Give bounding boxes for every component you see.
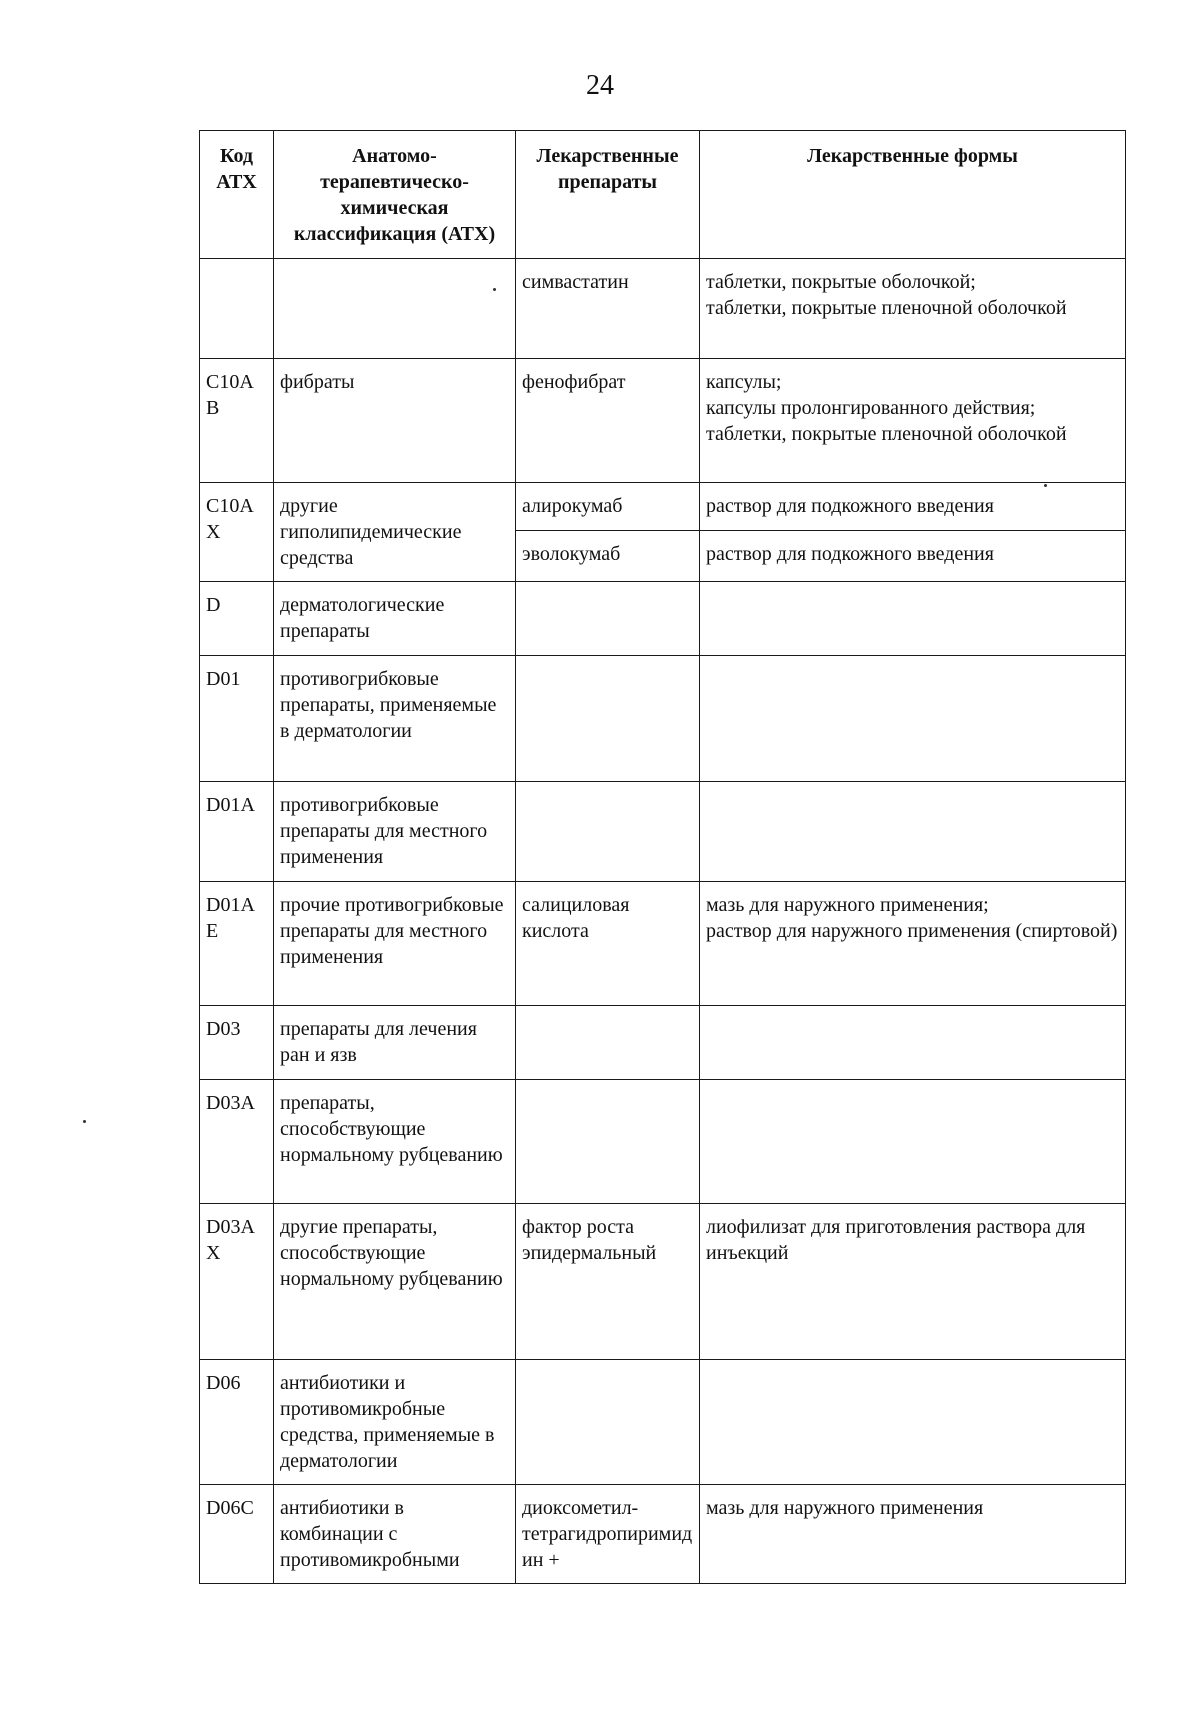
cell-classification: препараты, способствующие нормальному рубцеванию [274, 1080, 516, 1204]
cell-drug [516, 782, 700, 882]
cell-code: D01AE [200, 882, 274, 1006]
atx-table [199, 130, 1126, 1584]
table-row [200, 1080, 1126, 1204]
cell-code: D03A [200, 1080, 274, 1204]
table-row [200, 656, 1126, 782]
cell-forms [700, 1006, 1126, 1080]
cell-code: D01A [200, 782, 274, 882]
table-row [200, 1360, 1126, 1485]
table-row [200, 1006, 1126, 1080]
cell-classification: противогрибковые препараты, применяемые в дерматологии [274, 656, 516, 782]
cell-forms: лиофилизат для приготовления раствора для инъекций [700, 1204, 1126, 1360]
cell-drug: фенофибрат [516, 359, 700, 483]
table-row [200, 882, 1126, 1006]
cell-classification: дерматологические препараты [274, 582, 516, 656]
cell-code [200, 259, 274, 359]
cell-drug: салициловая кислота [516, 882, 700, 1006]
cell-drug: алирокумаб [516, 483, 700, 531]
scan-speck [83, 1120, 86, 1123]
cell-classification: фибраты [274, 359, 516, 483]
cell-drug: эволокумаб [516, 531, 700, 582]
table-row [200, 259, 1126, 359]
cell-code: D01 [200, 656, 274, 782]
cell-classification: другие гиполипидемические средства [274, 483, 516, 582]
cell-classification: другие препараты, способствующие нормальному рубцеванию [274, 1204, 516, 1360]
cell-classification [274, 259, 516, 359]
cell-forms: раствор для подкожного введения [700, 483, 1126, 531]
header-classification: Анатомо-терапевтическо-химическая классификация (АТХ) [274, 131, 516, 259]
cell-code: D03 [200, 1006, 274, 1080]
page-number: 24 [586, 70, 614, 101]
cell-classification: препараты для лечения ран и язв [274, 1006, 516, 1080]
cell-forms: таблетки, покрытые оболочкой; таблетки, покрытые пленочной оболочкой [700, 259, 1126, 359]
cell-drug: диоксометил-тетрагидропиримидин + [516, 1485, 700, 1584]
table-row [200, 1485, 1126, 1584]
cell-forms [700, 782, 1126, 882]
cell-drug [516, 656, 700, 782]
cell-forms: мазь для наружного применения [700, 1485, 1126, 1584]
cell-drug [516, 1080, 700, 1204]
cell-drug [516, 1006, 700, 1080]
cell-drug: симвастатин [516, 259, 700, 359]
header-forms: Лекарственные формы [700, 131, 1126, 259]
cell-forms [700, 1080, 1126, 1204]
cell-drug: фактор роста эпидермальный [516, 1204, 700, 1360]
header-code: Код АТХ [200, 131, 274, 259]
cell-forms: мазь для наружного применения; раствор для наружного применения (спиртовой) [700, 882, 1126, 1006]
cell-forms [700, 1360, 1126, 1485]
cell-forms [700, 656, 1126, 782]
table-row [200, 483, 1126, 531]
cell-classification: антибиотики в комбинации с противомикробными [274, 1485, 516, 1584]
cell-forms: капсулы; капсулы пролонгированного действия; таблетки, покрытые пленочной оболочкой [700, 359, 1126, 483]
cell-classification: прочие противогрибковые препараты для местного применения [274, 882, 516, 1006]
cell-code: D06 [200, 1360, 274, 1485]
cell-code: C10AX [200, 483, 274, 582]
table-row [200, 1204, 1126, 1360]
table-row [200, 782, 1126, 882]
table-row [200, 359, 1126, 483]
cell-drug [516, 582, 700, 656]
cell-drug [516, 1360, 700, 1485]
header-drugs: Лекарственные препараты [516, 131, 700, 259]
cell-code: D [200, 582, 274, 656]
cell-code: C10AB [200, 359, 274, 483]
cell-code: D06C [200, 1485, 274, 1584]
table-header-row [200, 131, 1126, 259]
table-row [200, 582, 1126, 656]
cell-forms: раствор для подкожного введения [700, 531, 1126, 582]
cell-classification: противогрибковые препараты для местного применения [274, 782, 516, 882]
cell-code: D03AX [200, 1204, 274, 1360]
cell-classification: антибиотики и противомикробные средства, применяемые в дерматологии [274, 1360, 516, 1485]
cell-forms [700, 582, 1126, 656]
